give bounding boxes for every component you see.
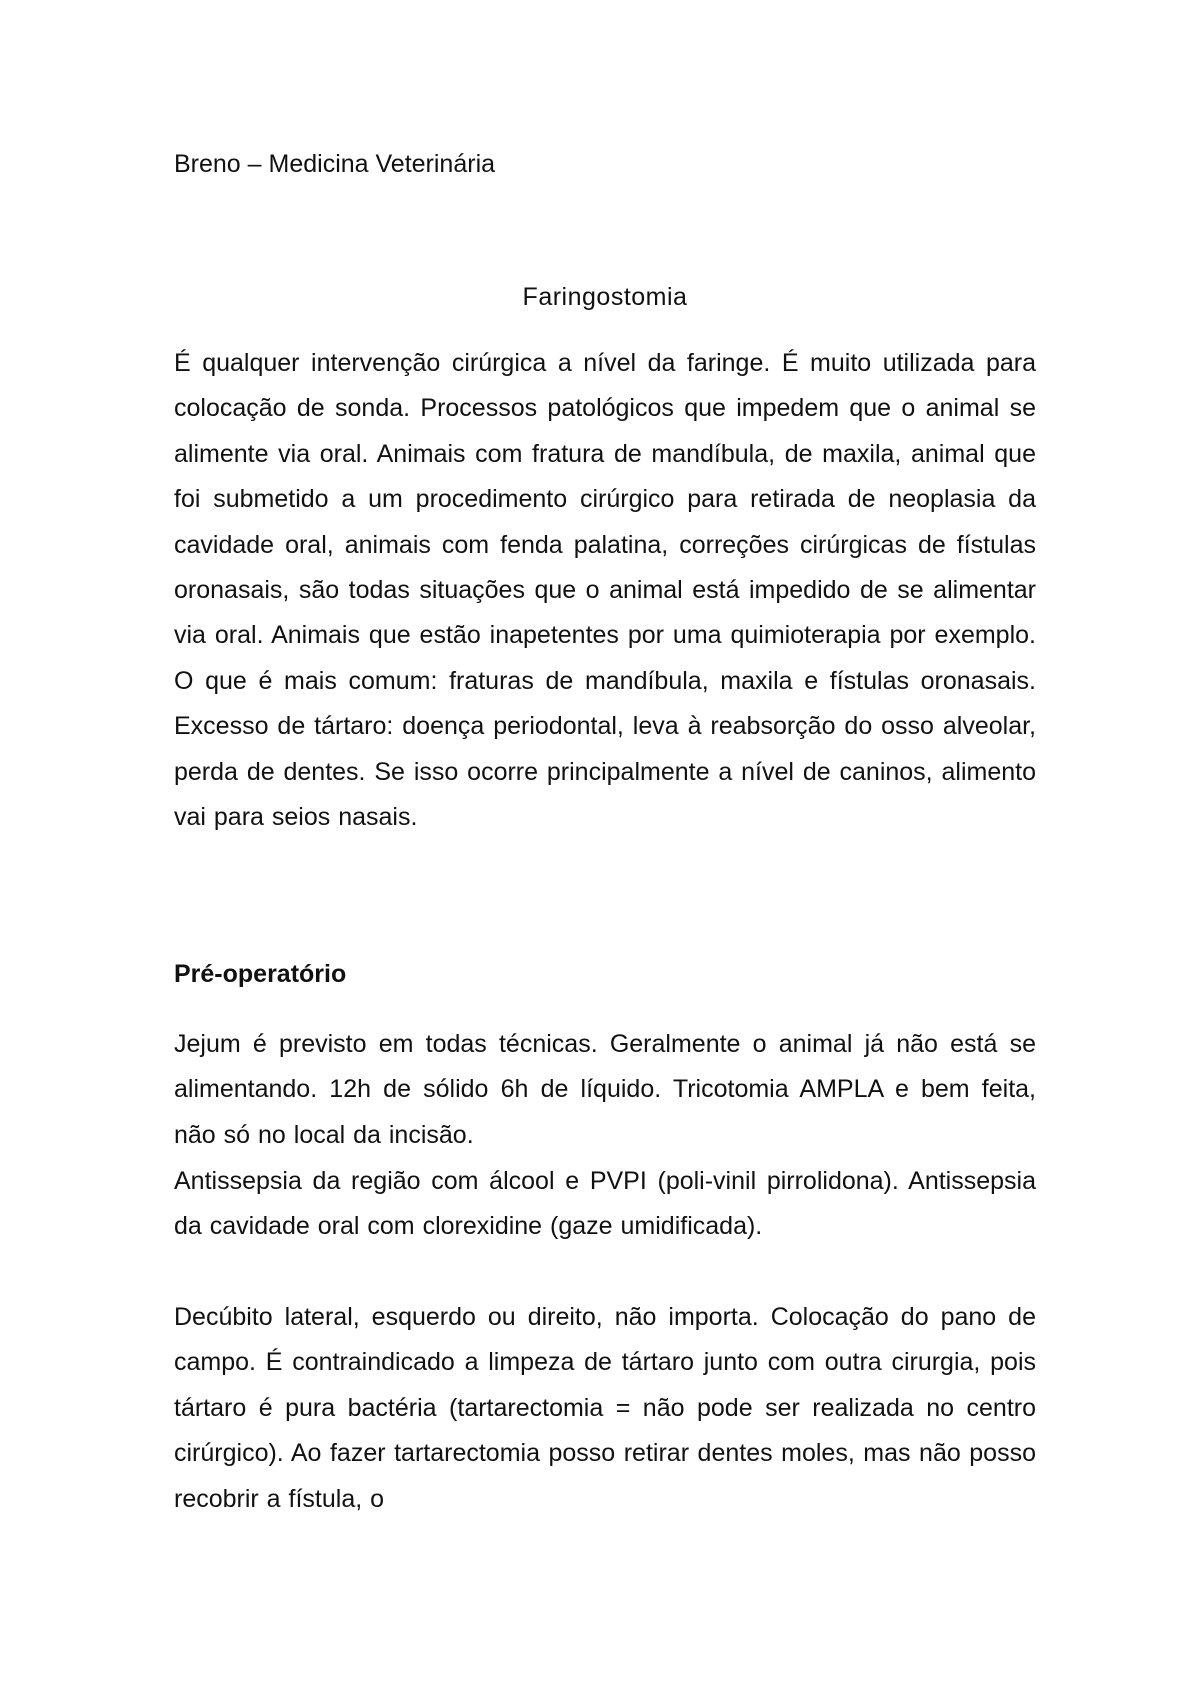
- paragraph-antisepsis: Antissepsia da região com álcool e PVPI (poli-vinil pirrolidona). Antissepsia da cavidade oral com clorexidine (gaze umidificada).: [174, 1167, 1036, 1241]
- paragraph-positioning: Decúbito lateral, esquerdo ou direito, não importa. Colocação do pano de campo. É contraindicado a limpeza de tártaro junto com outra cirurgia, pois tártaro é pura bactéria (tartarectomia = não pode ser realizada no centro cirúrgico). Ao fazer tartarectomia posso retirar dentes moles, mas não posso recobrir a fístula, o: [174, 1303, 1036, 1513]
- section-heading-pre-operatorio: Pré-operatório: [174, 960, 347, 988]
- author-line: Breno – Medicina Veterinária: [174, 150, 496, 178]
- document-title: Faringostomia: [522, 283, 688, 311]
- paragraph-fasting: Jejum é previsto em todas técnicas. Geralmente o animal já não está se alimentando. 12h de sólido 6h de líquido. Tricotomia AMPLA e bem feita, não só no local da incisão.: [174, 1030, 1036, 1149]
- intro-paragraph: É qualquer intervenção cirúrgica a nível da faringe. É muito utilizada para colocação de sonda. Processos patológicos que impedem que o animal se alimente via oral. Animais com fratura de mandíbula, de maxila, animal que foi submetido a um procedimento cirúrgico para retirada de neoplasia da cavidade oral, animais com fenda palatina, correções cirúrgicas de fístulas oronasais, são todas situações que o animal está impedido de se alimentar via oral. Animais que estão inapetentes por uma quimioterapia por exemplo. O que é mais comum: fraturas de mandíbula, maxila e fístulas oronasais. Excesso de tártaro: doença periodontal, leva à reabsorção do osso alveolar, perda de dentes. Se isso ocorre principalmente a nível de caninos, alimento vai para seios nasais.: [174, 349, 1036, 832]
